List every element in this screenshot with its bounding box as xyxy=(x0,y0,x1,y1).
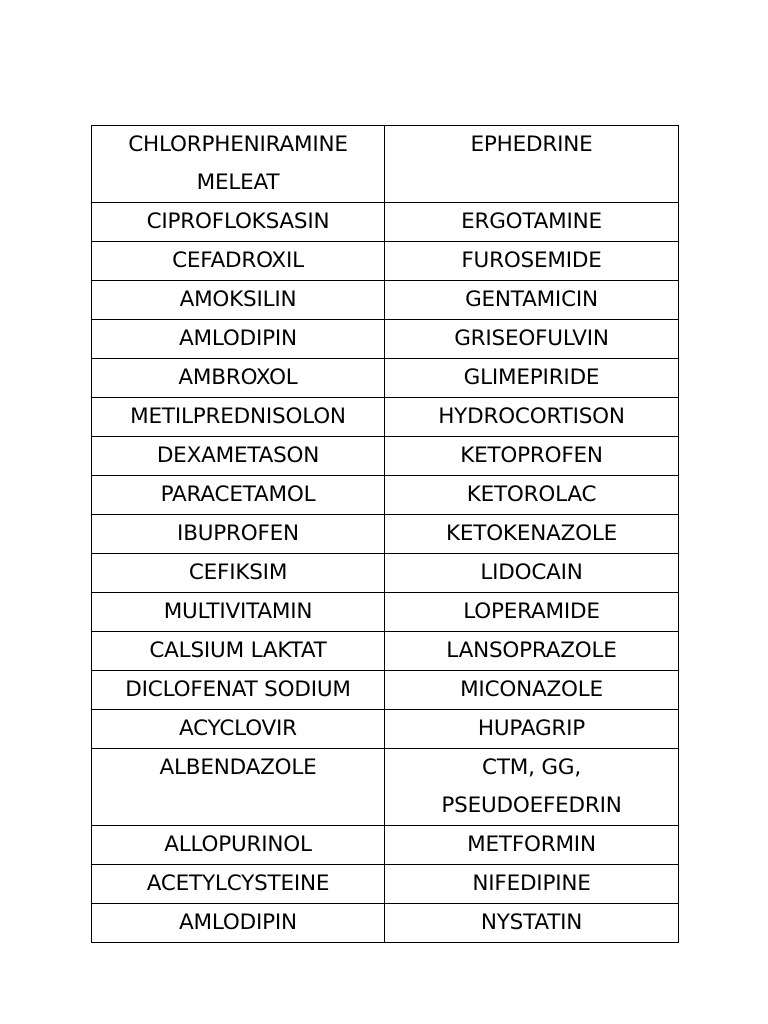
cell-text: CEFADROXIL xyxy=(172,248,304,273)
table-row xyxy=(92,203,679,242)
table-cell xyxy=(385,632,679,671)
cell-text: CALSIUM LAKTAT xyxy=(149,638,327,663)
table-row xyxy=(92,904,679,943)
cell-text: LIDOCAIN xyxy=(480,560,583,585)
table-cell xyxy=(92,593,385,632)
cell-text: CIPROFLOKSASIN xyxy=(146,209,330,234)
table-row xyxy=(92,126,679,203)
cell-text: AMLODIPIN xyxy=(179,326,297,351)
table-cell xyxy=(385,554,679,593)
cell-text: PARACETAMOL xyxy=(160,482,316,507)
table-cell xyxy=(385,826,679,865)
table-cell xyxy=(92,242,385,281)
table-cell xyxy=(385,398,679,437)
table-cell xyxy=(385,437,679,476)
table-cell xyxy=(92,865,385,904)
table-cell xyxy=(385,515,679,554)
cell-text: ACYCLOVIR xyxy=(179,716,297,741)
cell-text: LANSOPRAZOLE xyxy=(446,638,617,663)
cell-text: CHLORPHENIRAMINE MELEAT xyxy=(128,132,348,195)
cell-text: GENTAMICIN xyxy=(465,287,598,312)
table-row xyxy=(92,515,679,554)
table-cell xyxy=(92,554,385,593)
cell-text: KETOKENAZOLE xyxy=(445,521,618,546)
cell-text: LOPERAMIDE xyxy=(463,599,600,624)
table-row xyxy=(92,710,679,749)
table-cell xyxy=(385,320,679,359)
table-cell xyxy=(92,826,385,865)
table-row xyxy=(92,865,679,904)
table-row xyxy=(92,242,679,281)
cell-text: IBUPROFEN xyxy=(177,521,299,546)
cell-text: HYDROCORTISON xyxy=(438,404,625,429)
table-cell xyxy=(385,476,679,515)
table-row xyxy=(92,398,679,437)
table-cell xyxy=(92,710,385,749)
cell-text: DEXAMETASON xyxy=(156,443,320,468)
table-cell xyxy=(92,749,385,826)
cell-text: KETOPROFEN xyxy=(460,443,603,468)
table-row xyxy=(92,826,679,865)
cell-text: GRISEOFULVIN xyxy=(454,326,609,351)
table-cell xyxy=(92,632,385,671)
cell-text: METILPREDNISOLON xyxy=(130,404,346,429)
cell-text: ACETYLCYSTEINE xyxy=(146,871,330,896)
cell-text: KETOROLAC xyxy=(466,482,597,507)
table-cell xyxy=(385,593,679,632)
cell-text: ALLOPURINOL xyxy=(164,832,312,857)
table-row xyxy=(92,281,679,320)
cell-text: AMBROXOL xyxy=(178,365,298,390)
table-cell xyxy=(92,437,385,476)
table-row xyxy=(92,437,679,476)
cell-text: EPHEDRINE xyxy=(470,132,593,157)
table-cell xyxy=(92,359,385,398)
table-cell xyxy=(92,203,385,242)
table-cell xyxy=(92,671,385,710)
cell-text: NYSTATIN xyxy=(480,910,583,935)
table-cell xyxy=(92,476,385,515)
table-cell xyxy=(92,126,385,203)
table-row xyxy=(92,359,679,398)
cell-text: NIFEDIPINE xyxy=(472,871,591,896)
cell-text: ALBENDAZOLE xyxy=(159,755,317,780)
cell-text: AMLODIPIN xyxy=(179,910,297,935)
table-cell xyxy=(92,320,385,359)
cell-text: FUROSEMIDE xyxy=(461,248,602,273)
table-row xyxy=(92,749,679,826)
cell-text: MULTIVITAMIN xyxy=(163,599,313,624)
cell-text: CEFIKSIM xyxy=(188,560,288,585)
table-cell xyxy=(92,281,385,320)
table-cell xyxy=(385,126,679,203)
table-row xyxy=(92,476,679,515)
table-cell xyxy=(92,515,385,554)
table-cell xyxy=(385,359,679,398)
table-cell xyxy=(385,710,679,749)
table-cell xyxy=(92,398,385,437)
drug-list-table xyxy=(91,125,679,943)
cell-text: GLIMEPIRIDE xyxy=(463,365,600,390)
cell-text: AMOKSILIN xyxy=(179,287,297,312)
table-cell xyxy=(92,904,385,943)
cell-text: CTM, GG, PSEUDOEFEDRIN xyxy=(441,755,622,818)
table-row xyxy=(92,320,679,359)
table-cell xyxy=(385,281,679,320)
table-cell xyxy=(385,904,679,943)
table-cell xyxy=(385,671,679,710)
cell-text: MICONAZOLE xyxy=(460,677,603,702)
table-cell xyxy=(385,865,679,904)
table-cell xyxy=(385,749,679,826)
cell-text: DICLOFENAT SODIUM xyxy=(125,677,351,702)
table-cell xyxy=(385,203,679,242)
cell-text: ERGOTAMINE xyxy=(461,209,602,234)
table-cell xyxy=(385,242,679,281)
table-row xyxy=(92,671,679,710)
cell-text: METFORMIN xyxy=(467,832,596,857)
cell-text: HUPAGRIP xyxy=(477,716,586,741)
table-row xyxy=(92,593,679,632)
table-row xyxy=(92,632,679,671)
table-row xyxy=(92,554,679,593)
